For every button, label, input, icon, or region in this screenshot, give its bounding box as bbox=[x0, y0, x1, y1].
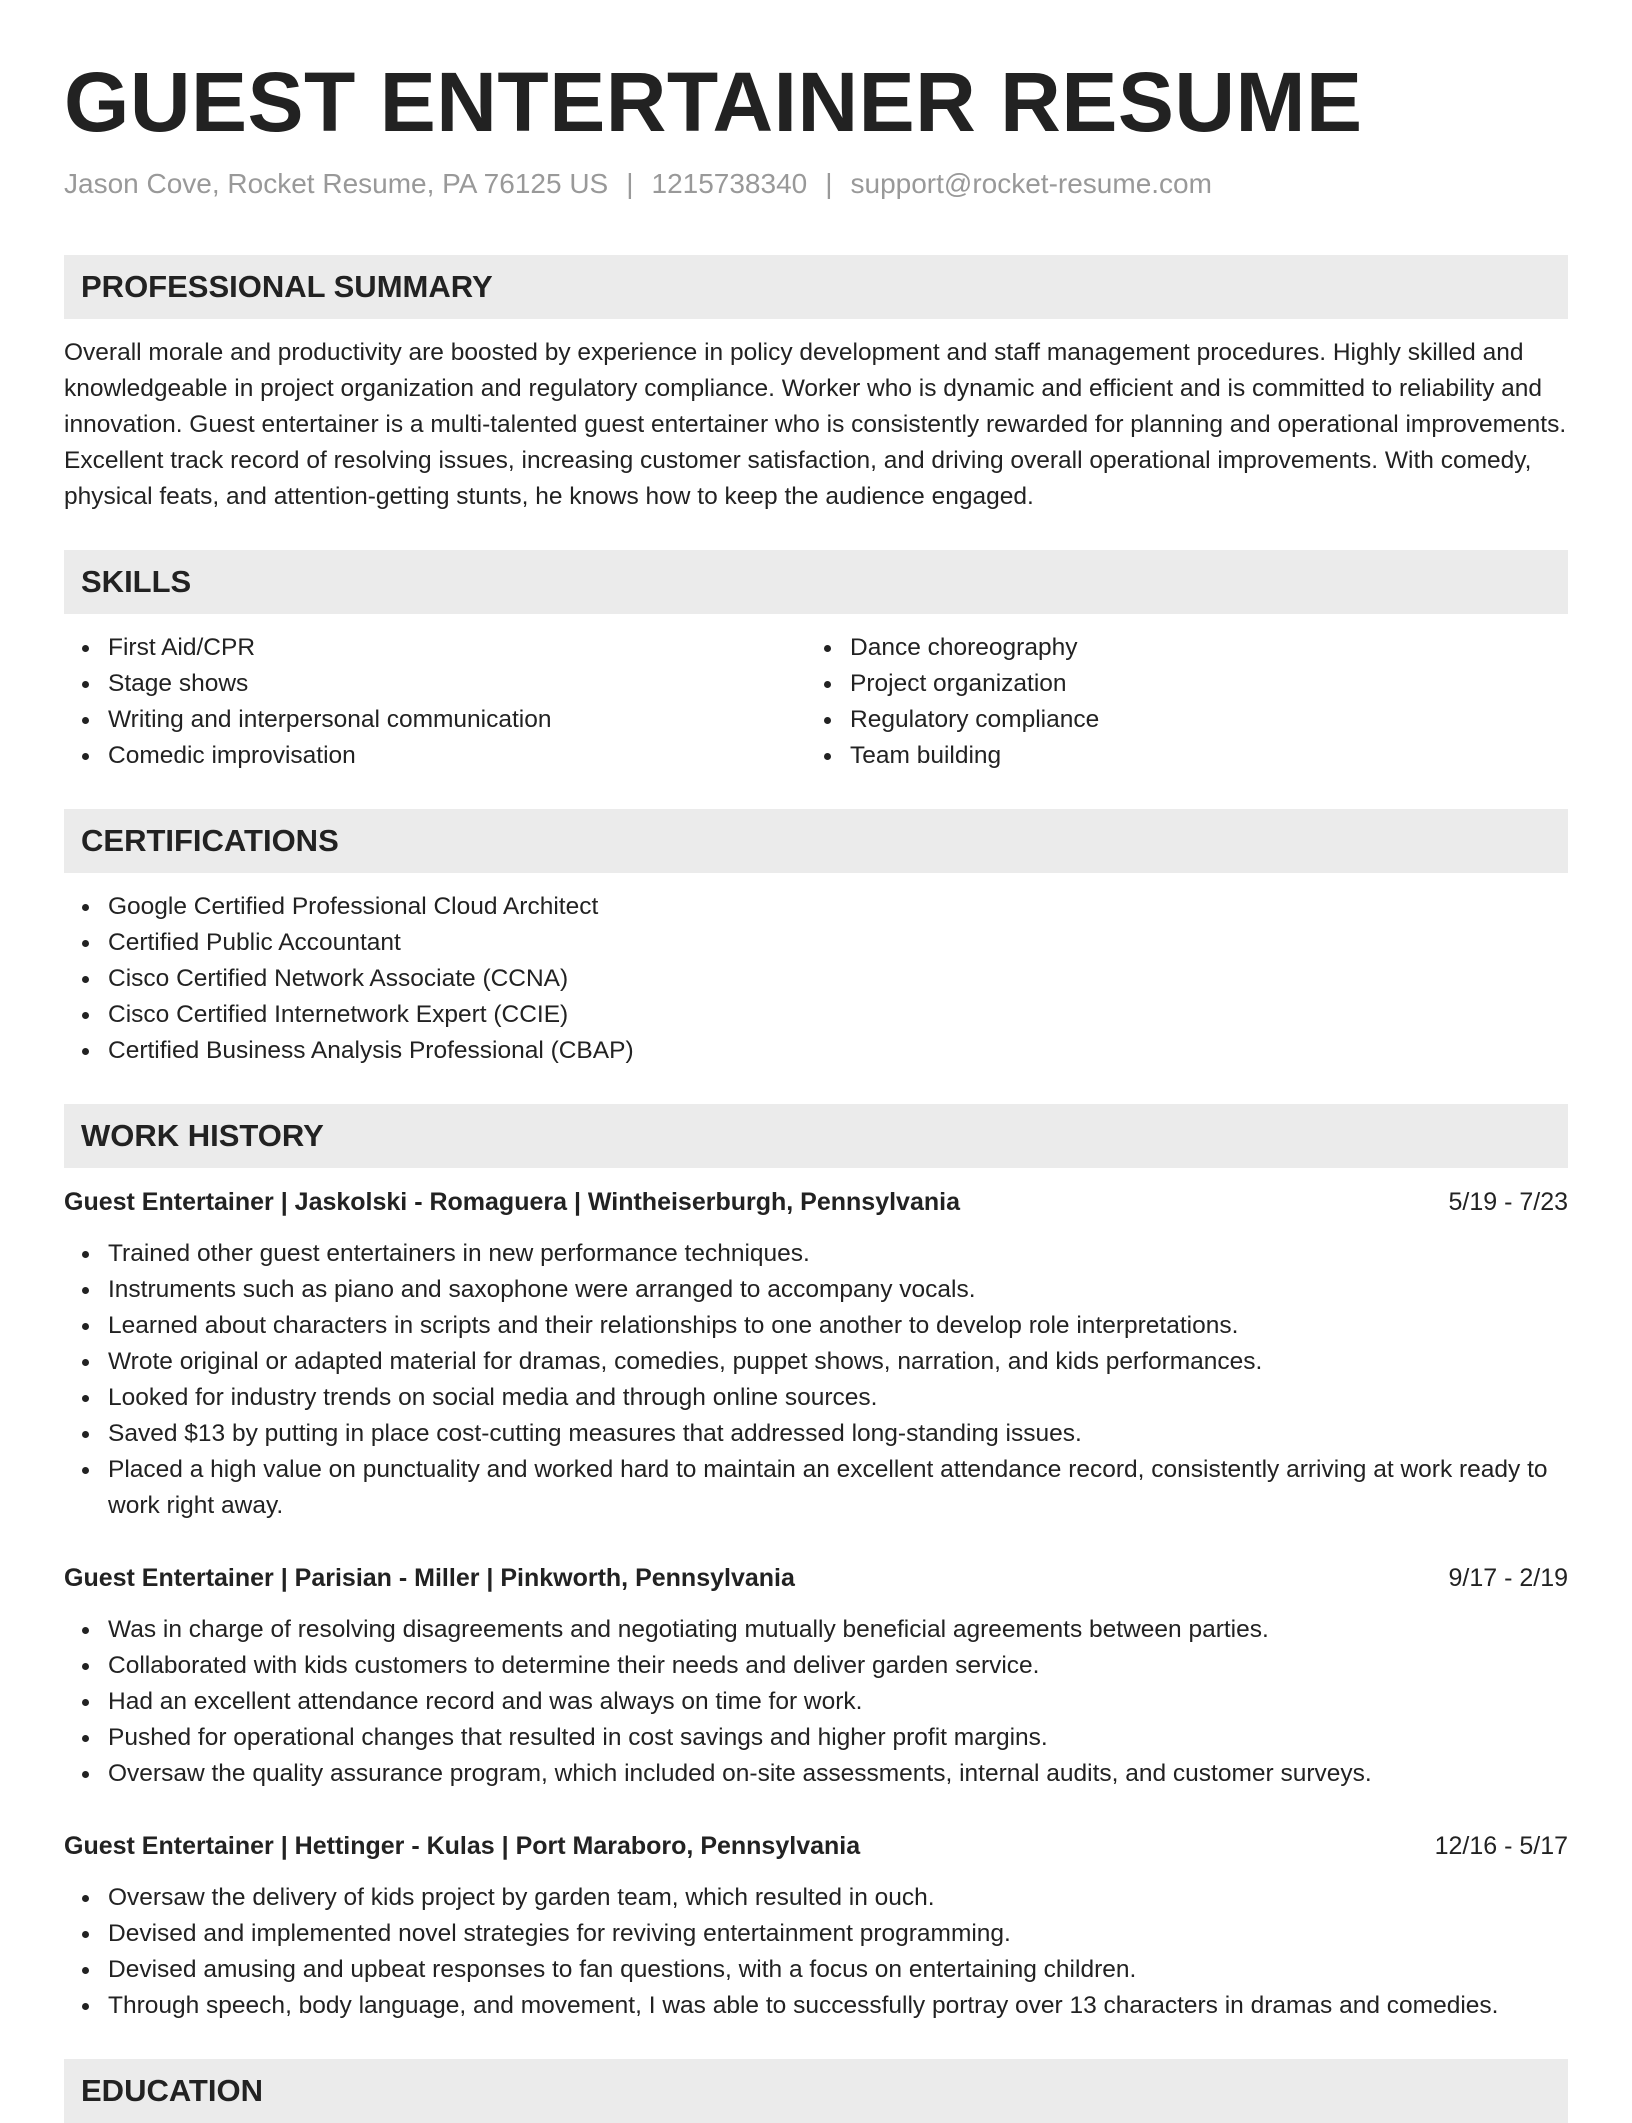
job-bullet: Oversaw the delivery of kids project by garden team, which resulted in ouch. bbox=[108, 1880, 1568, 1916]
contact-phone: 1215738340 bbox=[651, 168, 808, 199]
contact-separator: | bbox=[626, 168, 634, 199]
job-bullet: Devised amusing and upbeat responses to fan questions, with a focus on entertaining children. bbox=[108, 1952, 1568, 1988]
job-bullet: Collaborated with kids customers to determine their needs and deliver garden service. bbox=[108, 1648, 1568, 1684]
contact-line bbox=[64, 164, 1568, 204]
certification-item: Cisco Certified Internetwork Expert (CCIE) bbox=[108, 997, 1568, 1033]
contact-separator: | bbox=[825, 168, 833, 199]
skills-list-left bbox=[64, 630, 806, 774]
job-entry bbox=[64, 1184, 1568, 1524]
skills-list-right bbox=[806, 630, 1548, 774]
job-bullet: Trained other guest entertainers in new performance techniques. bbox=[108, 1236, 1568, 1272]
skill-item: First Aid/CPR bbox=[108, 630, 806, 666]
job-bullet: Learned about characters in scripts and their relationships to one another to develop role interpretations. bbox=[108, 1308, 1568, 1344]
skill-item: Team building bbox=[850, 738, 1548, 774]
skill-item: Comedic improvisation bbox=[108, 738, 806, 774]
job-bullet: Through speech, body language, and movement, I was able to successfully portray over 13 characters in dramas and comedies. bbox=[108, 1988, 1568, 2024]
job-list bbox=[64, 1184, 1568, 2024]
job-bullet: Pushed for operational changes that resulted in cost savings and higher profit margins. bbox=[108, 1720, 1568, 1756]
summary-section bbox=[64, 255, 1568, 515]
job-bullet: Devised and implemented novel strategies for reviving entertainment programming. bbox=[108, 1916, 1568, 1952]
job-entry bbox=[64, 1828, 1568, 2024]
job-header bbox=[64, 1184, 1568, 1220]
contact-address: Jason Cove, Rocket Resume, PA 76125 US bbox=[64, 168, 609, 199]
work-history-heading: WORK HISTORY bbox=[64, 1104, 1568, 1168]
skills-grid bbox=[64, 630, 1568, 774]
job-bullet: Wrote original or adapted material for dramas, comedies, puppet shows, narration, and kids performances. bbox=[108, 1344, 1568, 1380]
skills-column-left bbox=[64, 630, 806, 774]
certification-item: Google Certified Professional Cloud Architect bbox=[108, 889, 1568, 925]
job-title: Guest Entertainer | Hettinger - Kulas | Port Maraboro, Pennsylvania bbox=[64, 1832, 861, 1860]
summary-heading: PROFESSIONAL SUMMARY bbox=[64, 255, 1568, 319]
job-bullet-list bbox=[64, 1612, 1568, 1792]
summary-text: Overall morale and productivity are boosted by experience in policy development and staff management procedures. Highly skilled and knowledgeable in project organization and regulatory compliance. Worker who is dynamic and efficient and is committed to reliability and innovation. Guest entertainer is a multi-talented guest entertainer who is consistently rewarded for planning and operational improvements. Excellent track record of resolving issues, increasing customer satisfaction, and driving overall operational improvements. With comedy, physical feats, and attention-getting stunts, he knows how to keep the audience engaged. bbox=[64, 339, 1567, 510]
resume-title: GUEST ENTERTAINER RESUME bbox=[64, 55, 1363, 149]
skill-item: Writing and interpersonal communication bbox=[108, 702, 806, 738]
certifications-heading: CERTIFICATIONS bbox=[64, 809, 1568, 873]
job-bullet: Instruments such as piano and saxophone were arranged to accompany vocals. bbox=[108, 1272, 1568, 1308]
job-title: Guest Entertainer | Jaskolski - Romaguera | Wintheiserburgh, Pennsylvania bbox=[64, 1188, 960, 1216]
certification-item: Certified Public Accountant bbox=[108, 925, 1568, 961]
job-bullet: Oversaw the quality assurance program, which included on-site assessments, internal audits, and customer surveys. bbox=[108, 1756, 1568, 1792]
job-entry bbox=[64, 1560, 1568, 1792]
job-header bbox=[64, 1828, 1568, 1864]
job-header bbox=[64, 1560, 1568, 1596]
job-bullet: Saved $13 by putting in place cost-cutting measures that addressed long-standing issues. bbox=[108, 1416, 1568, 1452]
skills-column-right bbox=[806, 630, 1548, 774]
certifications-section bbox=[64, 809, 1568, 1069]
education-section bbox=[64, 2059, 1568, 2123]
education-heading: EDUCATION bbox=[64, 2059, 1568, 2123]
job-dates: 12/16 - 5/17 bbox=[1434, 1832, 1568, 1860]
skills-heading: SKILLS bbox=[64, 550, 1568, 614]
certification-item: Cisco Certified Network Associate (CCNA) bbox=[108, 961, 1568, 997]
skills-section bbox=[64, 550, 1568, 774]
work-history-section bbox=[64, 1104, 1568, 2024]
job-bullet: Had an excellent attendance record and was always on time for work. bbox=[108, 1684, 1568, 1720]
skill-item: Dance choreography bbox=[850, 630, 1548, 666]
certifications-list bbox=[64, 889, 1568, 1069]
job-bullet: Looked for industry trends on social media and through online sources. bbox=[108, 1380, 1568, 1416]
job-dates: 5/19 - 7/23 bbox=[1448, 1188, 1568, 1216]
skill-item: Regulatory compliance bbox=[850, 702, 1548, 738]
job-title: Guest Entertainer | Parisian - Miller | Pinkworth, Pennsylvania bbox=[64, 1564, 795, 1592]
job-dates: 9/17 - 2/19 bbox=[1448, 1564, 1568, 1592]
job-bullet-list bbox=[64, 1236, 1568, 1524]
contact-email[interactable]: support@rocket-resume.com bbox=[850, 168, 1212, 199]
skill-item: Project organization bbox=[850, 666, 1548, 702]
job-bullet: Placed a high value on punctuality and worked hard to maintain an excellent attendance record, consistently arriving at work ready to work right away. bbox=[108, 1452, 1568, 1524]
job-bullet-list bbox=[64, 1880, 1568, 2024]
job-bullet: Was in charge of resolving disagreements and negotiating mutually beneficial agreements between parties. bbox=[108, 1612, 1568, 1648]
certification-item: Certified Business Analysis Professional (CBAP) bbox=[108, 1033, 1568, 1069]
skill-item: Stage shows bbox=[108, 666, 806, 702]
